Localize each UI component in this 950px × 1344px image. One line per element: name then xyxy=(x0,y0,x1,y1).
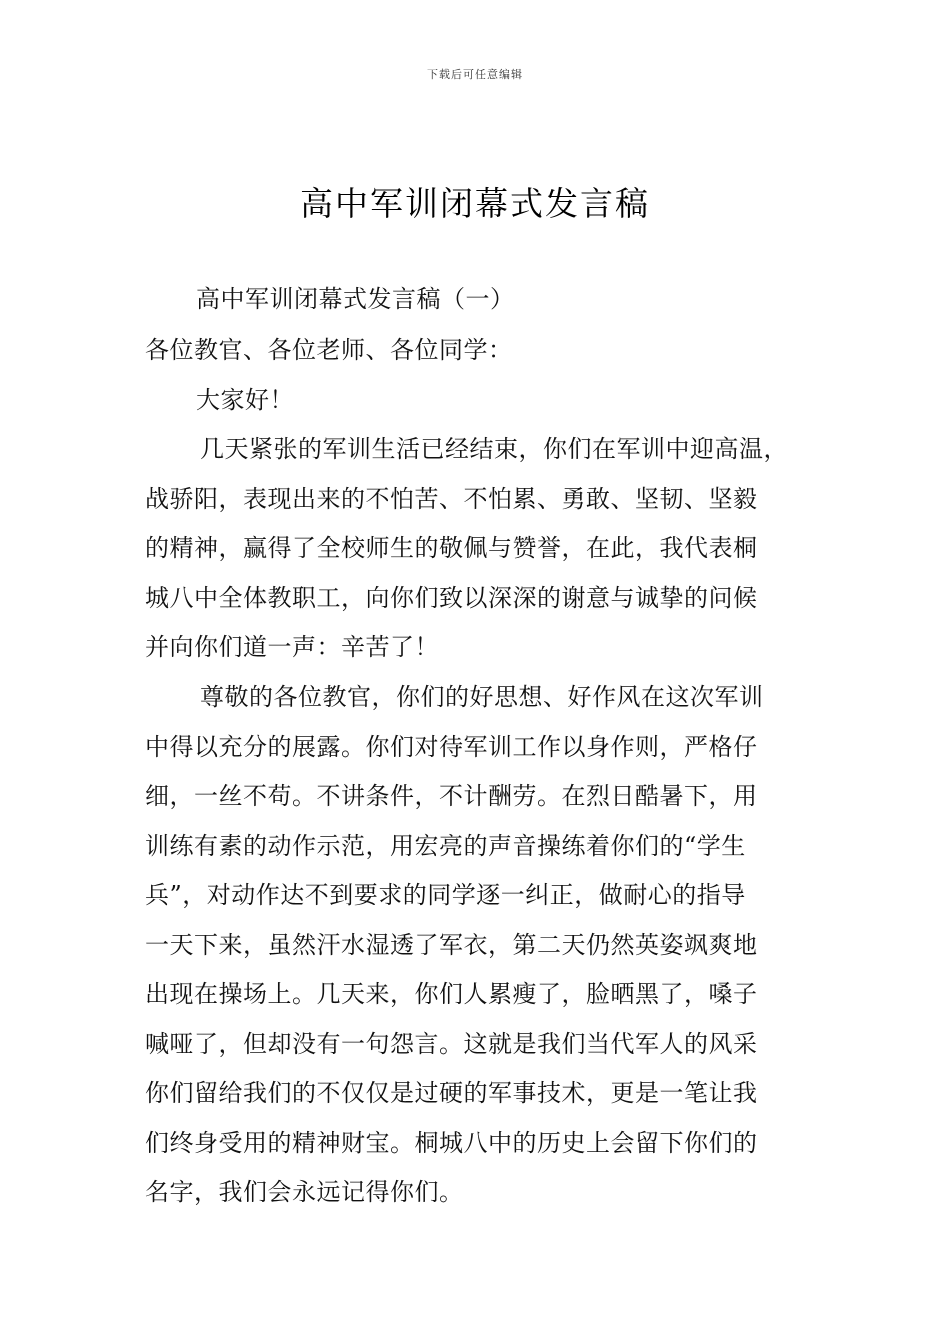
body-line: 你们留给我们的不仅仅是过硬的军事技术，更是一笔让我 xyxy=(145,1079,758,1107)
body-line: 喊哑了，但却没有一句怨言。这就是我们当代军人的风采 xyxy=(145,1030,758,1058)
body-line: 的精神，赢得了全校师生的敬佩与赞誉，在此，我代表桐 xyxy=(145,534,758,562)
subtitle-line: 高中军训闭幕式发言稿（一） xyxy=(196,285,515,313)
body-line: 几天紧张的军训生活已经结束，你们在军训中迎高温， xyxy=(200,435,788,463)
body-line: 名字，我们会永远记得你们。 xyxy=(145,1178,464,1206)
salutation-line: 各位教官、各位老师、各位同学： xyxy=(145,336,513,364)
body-line: 细，一丝不苟。不讲条件，不计酬劳。在烈日酷暑下，用 xyxy=(145,782,758,810)
body-line: 兵”，对动作达不到要求的同学逐一纠正，做耐心的指导 xyxy=(145,881,746,909)
page-header-note: 下载后可任意编辑 xyxy=(427,68,523,81)
body-line: 并向你们道一声：辛苦了！ xyxy=(145,633,439,661)
body-line: 战骄阳，表现出来的不怕苦、不怕累、勇敢、坚韧、坚毅 xyxy=(145,485,758,513)
greeting-line: 大家好！ xyxy=(196,386,294,414)
body-line: 们终身受用的精神财宝。桐城八中的历史上会留下你们的 xyxy=(145,1129,758,1157)
body-line: 一天下来，虽然汗水湿透了军衣，第二天仍然英姿飒爽地 xyxy=(145,931,758,959)
document-title: 高中军训闭幕式发言稿 xyxy=(300,184,650,223)
body-line: 尊敬的各位教官，你们的好思想、好作风在这次军训 xyxy=(200,683,764,711)
body-line: 出现在操场上。几天来，你们人累瘦了，脸晒黑了，嗓子 xyxy=(145,980,758,1008)
body-line: 中得以充分的展露。你们对待军训工作以身作则，严格仔 xyxy=(145,733,758,761)
body-line: 训练有素的动作示范，用宏亮的声音操练着你们的“学生 xyxy=(145,832,746,860)
body-line: 城八中全体教职工，向你们致以深深的谢意与诚挚的问候 xyxy=(145,584,758,612)
